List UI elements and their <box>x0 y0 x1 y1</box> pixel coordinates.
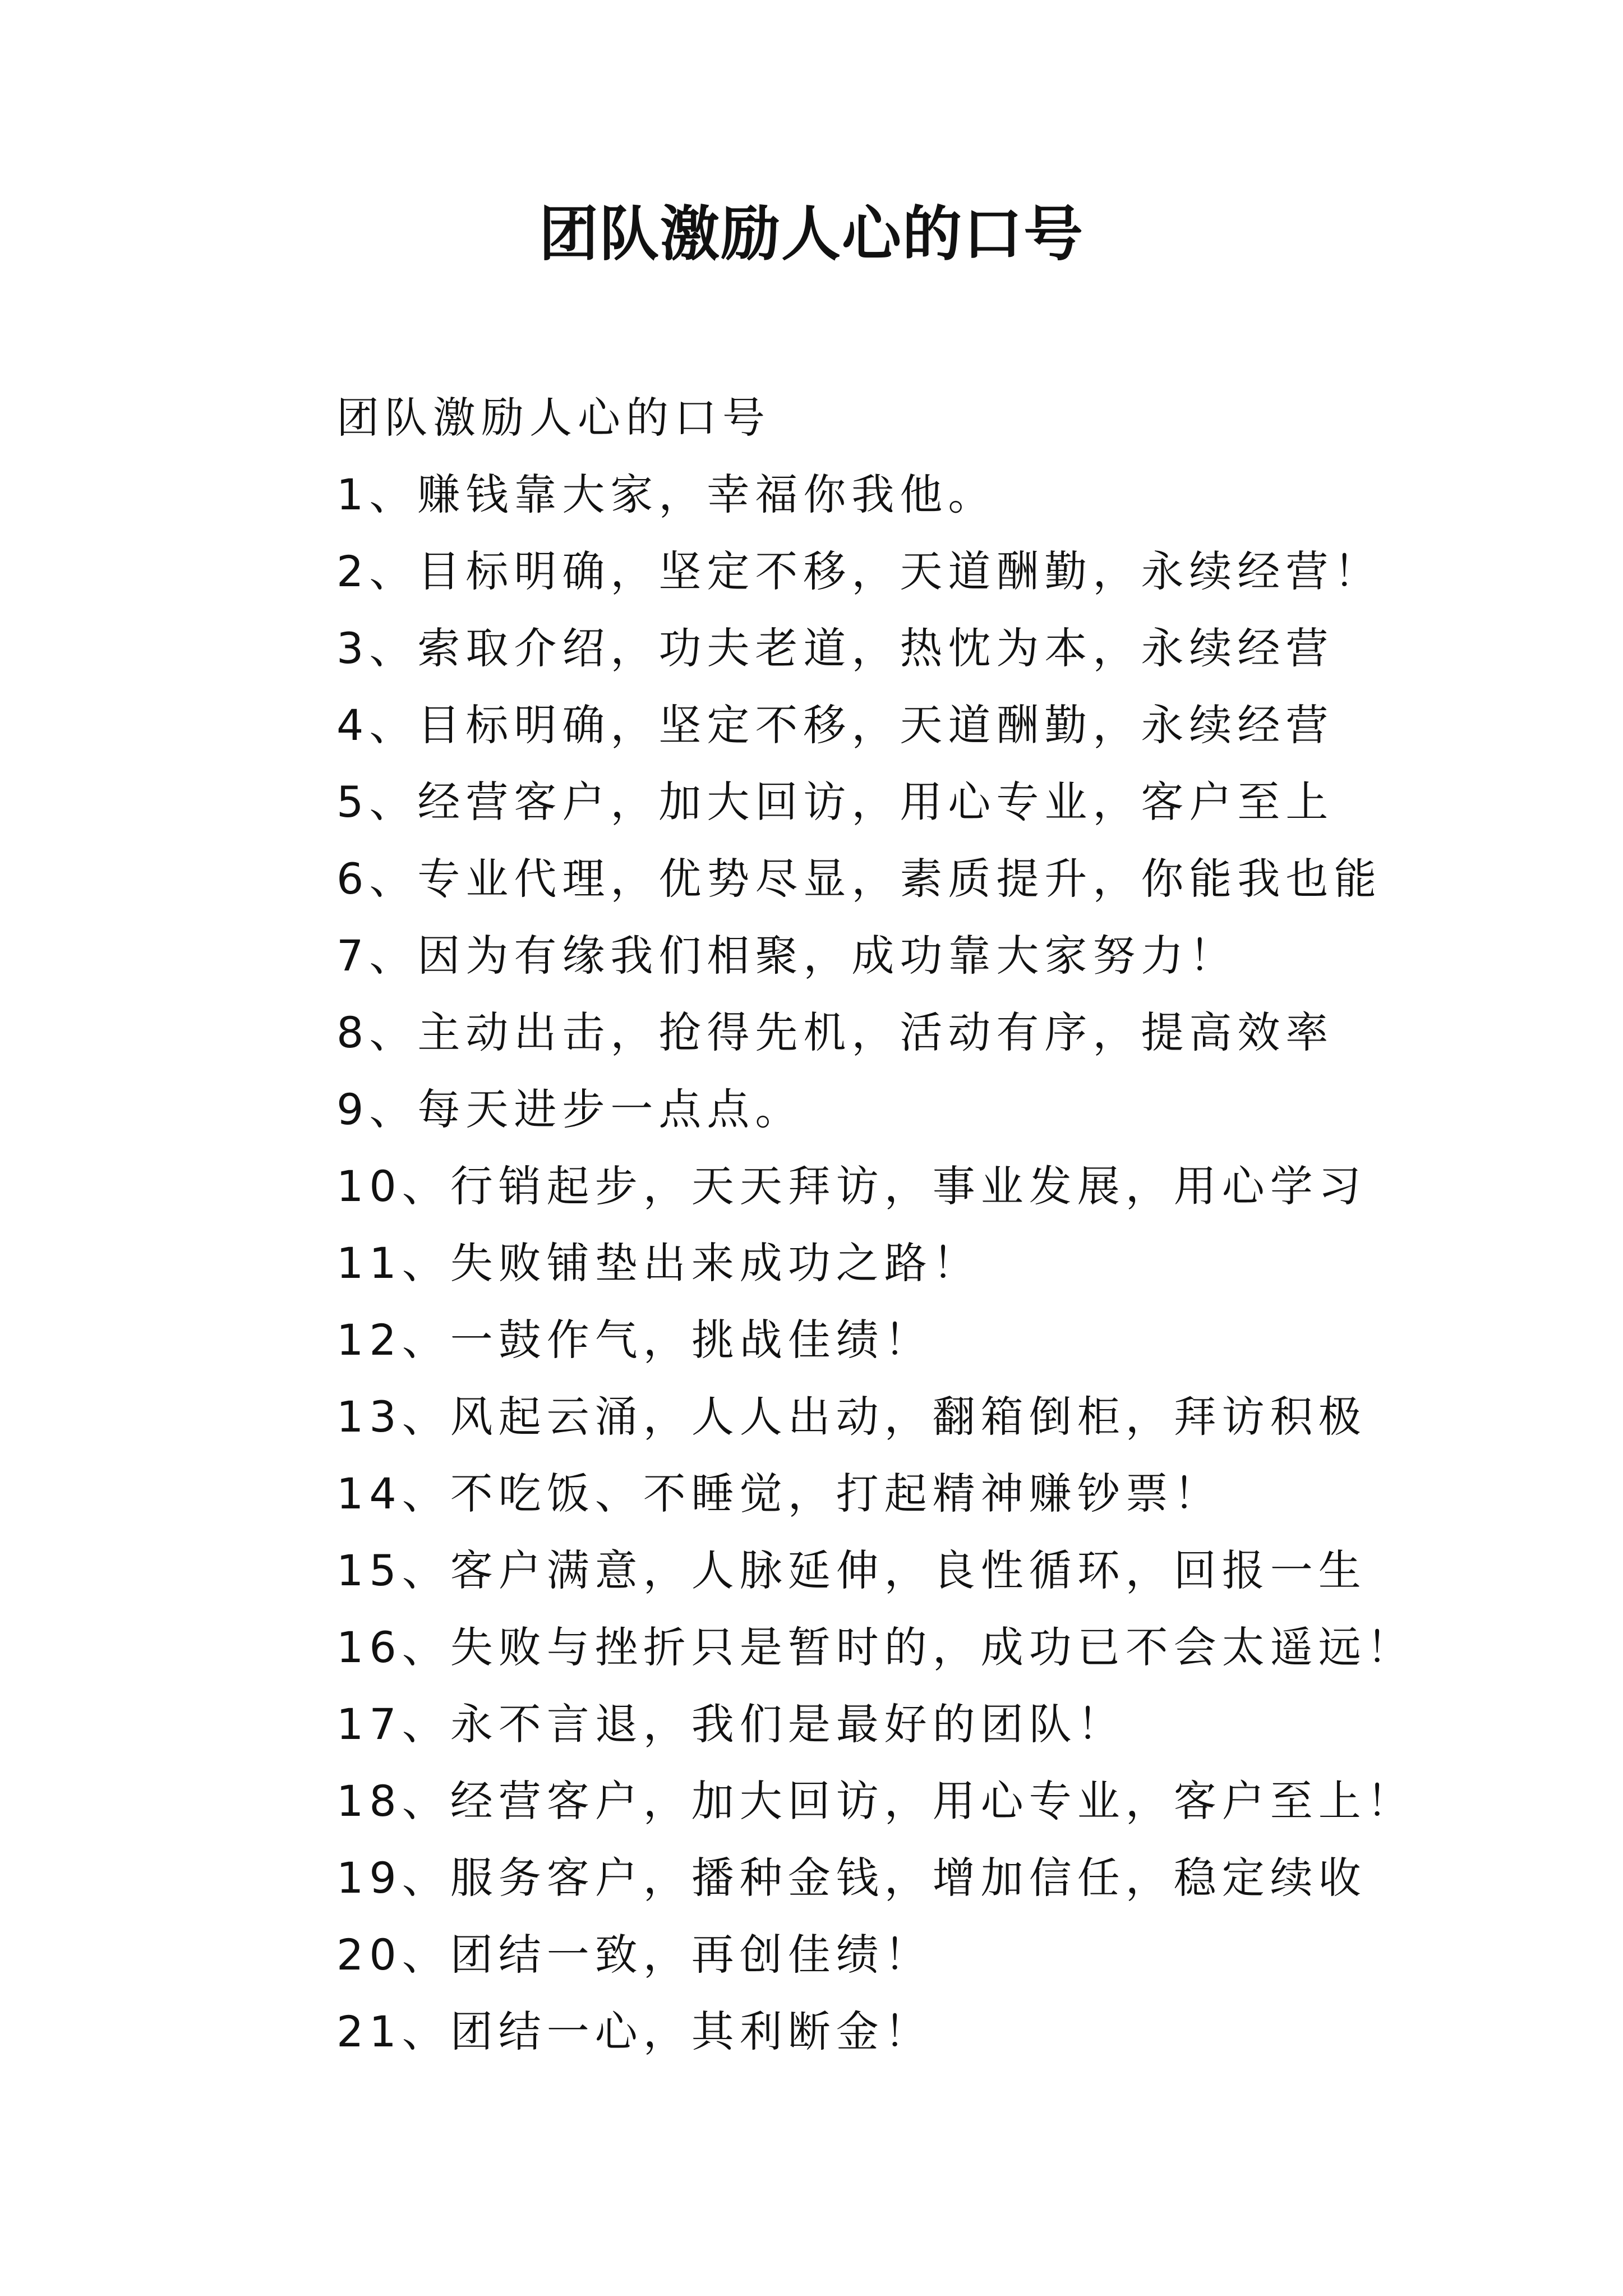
slogan-line-8: 8、主动出击，抢得先机，活动有序，提高效率 <box>336 1007 1334 1057</box>
slogan-line-16: 16、失败与挫折只是暂时的，成功已不会太遥远！ <box>336 1622 1415 1672</box>
slogan-line-6: 6、专业代理，优势尽显，素质提升，你能我也能 <box>336 854 1382 904</box>
slogan-line-5: 5、经营客户，加大回访，用心专业，客户至上 <box>336 777 1334 827</box>
slogan-line-12: 12、一鼓作气，挑战佳绩！ <box>336 1315 933 1365</box>
slogan-line-9: 9、每天进步一点点。 <box>336 1084 804 1134</box>
document-body <box>336 379 1514 2070</box>
slogan-line-21: 21、团结一心，其利断金！ <box>336 2007 933 2056</box>
slogan-line-19: 19、服务客户，播种金钱，增加信任，稳定续收 <box>336 1853 1367 1903</box>
slogan-line-7: 7、因为有缘我们相聚，成功靠大家努力！ <box>336 931 1238 981</box>
slogan-line-14: 14、不吃饭、不睡觉，打起精神赚钞票！ <box>336 1469 1222 1519</box>
slogan-line-13: 13、风起云涌，人人出动，翻箱倒柜，拜访积极 <box>336 1392 1367 1442</box>
slogan-line-1: 1、赚钱靠大家，幸福你我他。 <box>336 470 997 519</box>
slogan-line-11: 11、失败铺垫出来成功之路！ <box>336 1238 981 1288</box>
slogan-line-2: 2、目标明确，坚定不移，天道酬勤，永续经营！ <box>336 546 1382 596</box>
document-title: 团队激励人心的口号 <box>539 199 1084 269</box>
slogan-line-20: 20、团结一致，再创佳绩！ <box>336 1930 933 1980</box>
slogan-line-15: 15、客户满意，人脉延伸，良性循环，回报一生 <box>336 1545 1367 1595</box>
slogan-line-10: 10、行销起步，天天拜访，事业发展，用心学习 <box>336 1161 1367 1211</box>
slogan-line-4: 4、目标明确，坚定不移，天道酬勤，永续经营 <box>336 700 1334 750</box>
slogan-line-3: 3、索取介绍，功夫老道，热忱为本，永续经营 <box>336 623 1334 673</box>
slogan-line-18: 18、经营客户，加大回访，用心专业，客户至上！ <box>336 1776 1415 1826</box>
document-subtitle: 团队激励人心的口号 <box>336 393 771 443</box>
slogan-line-17: 17、永不言退，我们是最好的团队！ <box>336 1699 1126 1749</box>
